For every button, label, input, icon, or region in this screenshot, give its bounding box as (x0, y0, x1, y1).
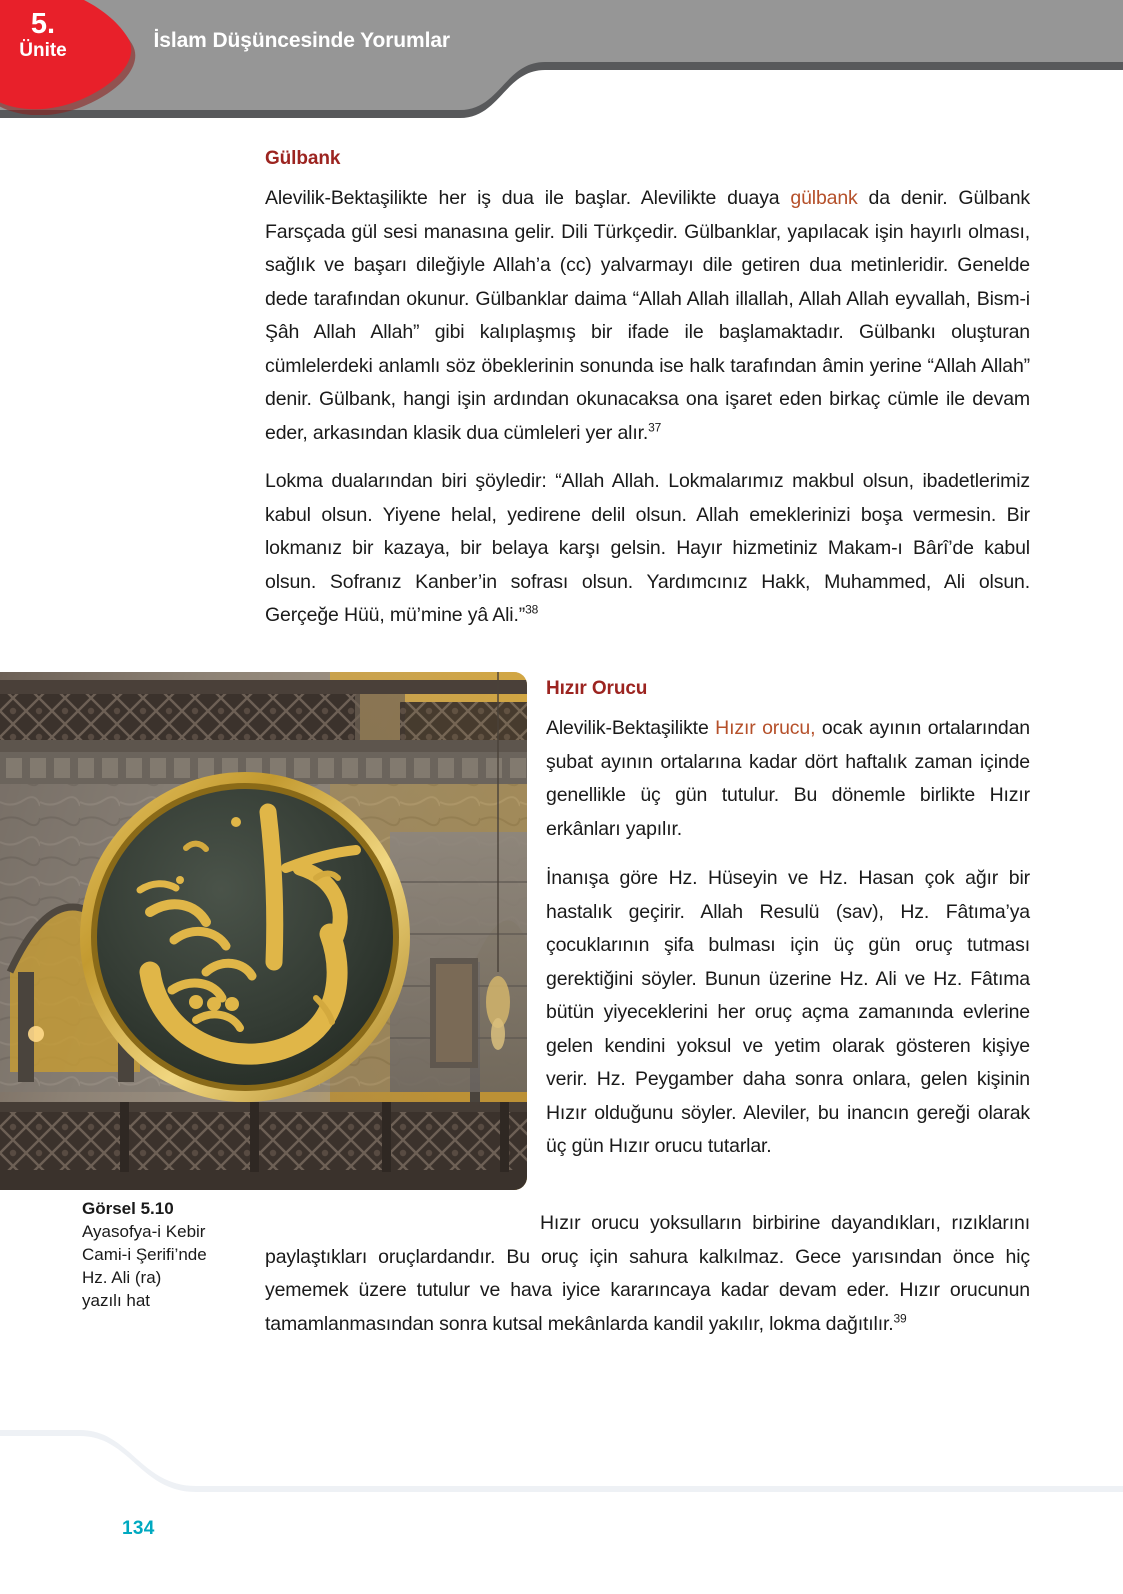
paragraph-gulbank-1 (265, 182, 1030, 450)
gulbank-p1-text-a: Alevilik-Bektaşilikte her iş dua ile başlar. Alevilikte duaya (265, 187, 791, 209)
footnote-marker-39: 39 (893, 1311, 907, 1325)
caption-line-2: Cami-i Şerifi’nde (82, 1245, 207, 1264)
paragraph-hizir-3 (265, 1207, 1030, 1341)
figure-image-hagia-sophia (0, 672, 527, 1190)
caption-line-4: yazılı hat (82, 1291, 151, 1310)
caption-line-3: Hz. Ali (ra) (82, 1268, 162, 1287)
unit-badge (0, 0, 138, 115)
hizir-p1-text-b: ocak ayının ortalarından şubat ayının ortalarına kadar dört haftalık zaman içinde genellikle üç gün tutulur. Bu dönemle birlikte Hızır erkânları yapılır. (546, 717, 1030, 840)
hizir-p1-text-a: Alevilik-Bektaşilikte (546, 717, 716, 739)
caption-title: Görsel 5.10 (82, 1199, 174, 1218)
heading-gulbank: Gülbank (265, 148, 341, 169)
gulbank-p2-text: Lokma dualarından biri şöyledir: “Allah Allah. Lokmalarımız makbul olsun, ibadetlerimiz kabul olsun. Yiyene helal, yedirene delil olsun. Allah emeklerinizi boşa vermesin. Bir lokmanız bir kazaya, bir belaya karşı gelsin. Hayır hizmetiniz Makam-ı Bârî’de kabul olsun. Sofranız Kanber’in sofrası olsun. Yardımcınız Hakk, Muhammed, Ali olsun. Gerçeğe Hüü, mü’mine yâ Ali.” (265, 470, 1030, 626)
unit-number: 5. (30, 8, 56, 40)
footnote-marker-38: 38 (525, 602, 539, 617)
footnote-marker-37: 37 (648, 420, 662, 434)
caption-line-1: Ayasofya-i Kebir (82, 1222, 206, 1241)
gulbank-p1-text-b: da denir. Gülbank Farsçada gül sesi manasına gelir. Dili Türkçedir. Gülbanklar, yapılacak işin hayırlı olması, sağlık ve başarı dileğiyle Allah’a (cc) yalvarmayı dile getiren dua metinleridir. Genelde dede tarafından okunur. Gülbanklar daima “Allah Allah illallah, Allah Allah eyvallah, Bism-i Şâh Allah Allah” gibi kalıplaşmış bir ifade ile başlamaktadır. Gülbankı oluşturan cümlelerdeki anlamlı söz öbeklerinin sonunda ise halk tarafından âmin yerine “Allah Allah” denir. Gülbank, hangi işin ardından okunacaksa ona işaret eden birkaç cümle ile devam eder, arkasından klasik dua cümleleri yer alır. (265, 187, 1031, 444)
heading-hizir-orucu: Hızır Orucu (546, 678, 648, 699)
section-gulbank (265, 148, 1030, 633)
section-hizir-orucu-tail (265, 1207, 1030, 1341)
hizir-p3-text: Hızır orucu yoksulların birbirine dayandıkları, rızıklarını paylaştıkları oruçlardandır. Bu oruç için sahura kalkılmaz. Gece yarısından önce hiç yememek üzere tutulur ve hava iyice kararıncaya kadar devam eder. Hızır orucunun tamamlanmasından sonra kutsal mekânlarda kandil yakılır, lokma dağıtılır. (265, 1212, 1030, 1335)
page-header (0, 0, 1123, 130)
page-title: İslam Düşüncesinde Yorumlar (153, 29, 450, 52)
section-hizir-orucu (546, 678, 1030, 1164)
hizir-term-highlight: Hızır orucu, (715, 717, 816, 739)
page-number: 134 (122, 1518, 155, 1539)
figure-caption (82, 1197, 272, 1312)
paragraph-hizir-2: İnanışa göre Hz. Hüseyin ve Hz. Hasan çok ağır bir hastalık geçirir. Allah Resulü (sav), Hz. Fâtıma’ya çocuklarının şifa bulması için üç gün oruç tutması gerektiğini söyler. Bunun üzerine Hz. Ali ve Hz. Fâtıma bütün yiyeceklerini her oruç açma zamanında evlerine gelen kendini yoksul ve yetim olarak gösteren kişiye verir. Hz. Peygamber daha sonra onlara, gelen kişinin Hızır olduğunu söyler. Aleviler, bu inancın gereği olarak üç gün Hızır orucu tutarlar. (546, 867, 1030, 1157)
unit-label: Ünite (19, 40, 67, 61)
paragraph-hizir-1 (546, 712, 1030, 846)
gulbank-term-highlight: gülbank (790, 187, 858, 209)
paragraph-gulbank-2 (265, 465, 1030, 633)
